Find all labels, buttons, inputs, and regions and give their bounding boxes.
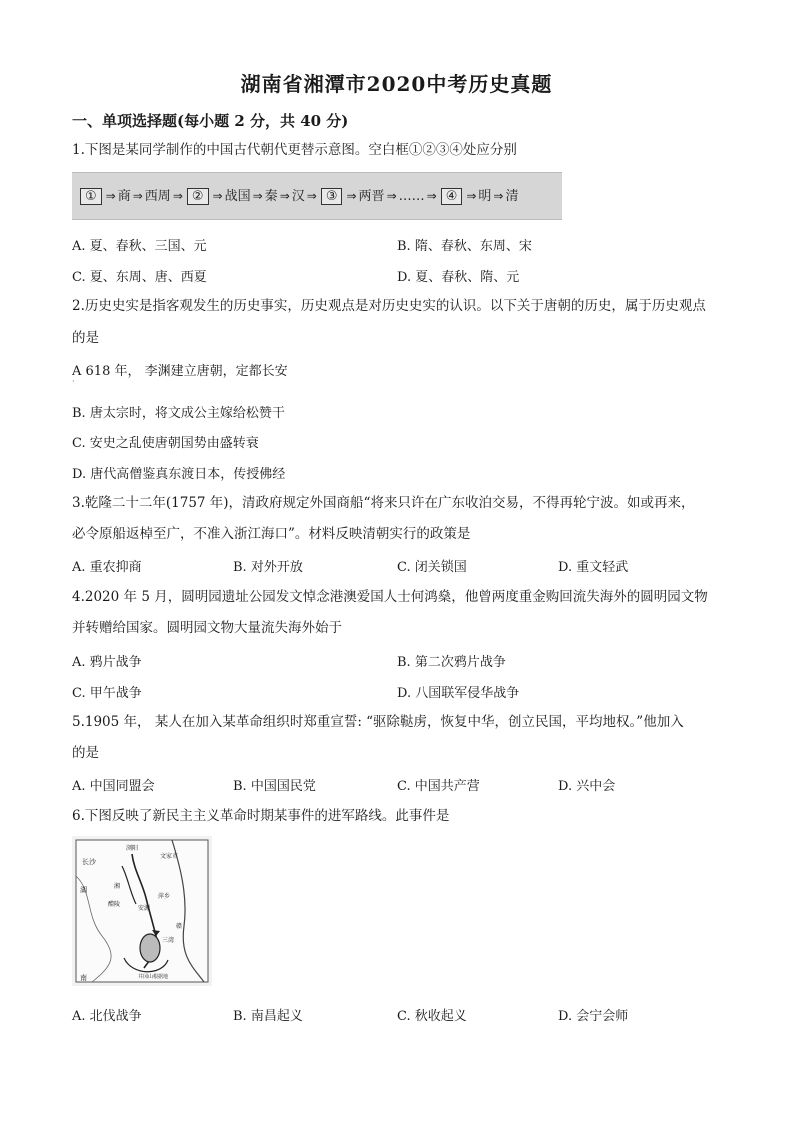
question-4-option-a[interactable]: A. 鸦片战争 [72,655,142,670]
blank-box-1: ① [80,188,102,205]
question-1-stem: 1.下图是某同学制作的中国古代朝代更替示意图。空白框①②③④处应分别 [72,142,517,158]
question-4-option-c[interactable]: C. 甲午战争 [72,686,142,701]
dynasty-label: 清 [505,189,519,204]
question-3-option-a[interactable]: A. 重农抑商 [72,560,142,575]
question-1-option-b[interactable]: B. 隋、春秋、东周、宋 [397,239,532,254]
dynasty-label: 汉 [291,189,305,204]
question-4-option-b[interactable]: B. 第二次鸦片战争 [397,655,506,670]
dynasty-label: 战国 [224,189,251,204]
arrow-icon: ⇒ [252,189,263,203]
arrow-icon: ⇒ [426,189,437,203]
question-3-option-c[interactable]: C. 闭关锁国 [397,560,467,575]
route-map [72,836,212,986]
section-heading: 一、单项选择题(每小题 2 分，共 40 分) [72,112,349,130]
dynasty-label: 商 [117,189,131,204]
dynasty-label: 两晋 [358,189,385,204]
dynasty-label: 秦 [264,189,278,204]
question-2-option-a[interactable]: A 618 年， 李渊建立唐朝，定都长安 [72,364,288,379]
question-5-option-d[interactable]: D. 兴中会 [558,779,616,794]
question-3-stem: 3.乾隆二十二年(1757 年)，清政府规定外国商船“将来只许在广东收泊交易，不得再轮宁波。如或再来， [72,495,695,511]
blank-box-2: ② [187,188,209,205]
arrow-icon: ⇒ [212,189,223,203]
map-label-sanwan: 三湾 [162,937,175,944]
question-1-option-d[interactable]: D. 夏、春秋、隋、元 [397,270,520,285]
question-1-option-a[interactable]: A. 夏、春秋、三国、元 [72,239,207,254]
question-5-stem-cont: 的是 [72,745,99,761]
question-2-stem-cont: 的是 [72,330,99,346]
question-6-option-c[interactable]: C. 秋收起义 [397,1009,467,1024]
question-4-stem: 4.2020 年 5 月，圆明园遗址公园发文悼念港澳爱国人士何鸿燊，他曾两度重金购回流失海外的圆明园文物 [72,589,708,605]
arrow-icon: ⇒ [132,189,143,203]
arrow-icon: ⇒ [279,189,290,203]
question-5-option-b[interactable]: B. 中国国民党 [233,779,316,794]
map-label-jinggangshan: 井冈山根据地 [138,974,169,980]
question-2-stem: 2.历史史实是指客观发生的历史事实，历史观点是对历史史实的认识。以下关于唐朝的历史，属于历史观点 [72,298,706,314]
question-5-stem: 5.1905 年， 某人在加入某革命组织时郑重宣誓: “驱除鞑虏，恢复中华，创立民国，平均地权。”他加入 [72,714,684,730]
question-4-option-d[interactable]: D. 八国联军侵华战争 [397,686,520,701]
map-label-gan: 赣 [176,923,183,930]
question-5-option-c[interactable]: C. 中国共产营 [397,779,480,794]
question-3-option-b[interactable]: B. 对外开放 [233,560,303,575]
question-1-option-c[interactable]: C. 夏、东周、唐、西夏 [72,270,207,285]
map-label-pingxiang: 萍乡 [158,893,171,900]
dynasty-label: 明 [478,189,492,204]
map-label-nan: 南 [80,974,87,982]
arrow-icon: ⇒ [105,189,116,203]
question-6-option-d[interactable]: D. 会宁会师 [558,1009,629,1024]
map-label-changsha: 长沙 [82,858,96,866]
arrow-icon: ⇒ [172,189,183,203]
map-label-liling: 醴陵 [108,901,121,908]
question-2-option-b[interactable]: B. 唐太宗时，将文成公主嫁给松赞干 [72,406,285,421]
arrow-icon: ⇒ [386,189,397,203]
question-6-option-a[interactable]: A. 北伐战争 [72,1009,142,1024]
question-6-option-b[interactable]: B. 南昌起义 [233,1009,303,1024]
question-2-option-c[interactable]: C. 安史之乱使唐朝国势由盛转衰 [72,436,259,451]
blank-box-3: ③ [321,188,343,205]
ellipsis: …… [398,189,425,204]
page-title: 湖南省湘潭市2020中考历史真题 [240,72,553,96]
question-5-option-a[interactable]: A. 中国同盟会 [72,779,155,794]
question-3-stem-cont: 必令原船返棹至广，不准入浙江海口”。材料反映清朝实行的政策是 [72,526,471,542]
arrow-icon: ⇒ [306,189,317,203]
dynasty-diagram [72,172,562,220]
map-label-anyuan: 安源 [138,905,151,912]
map-label-liuyang: 浏阳 [126,845,139,852]
question-6-stem: 6.下图反映了新民主主义革命时期某事件的进军路线。此事件是 [72,808,450,824]
arrow-icon: ⇒ [466,189,477,203]
dynasty-label: 西周 [144,189,171,204]
question-2-option-d[interactable]: D. 唐代高僧鉴真东渡日本，传授佛经 [72,467,286,482]
question-4-stem-cont: 并转赠给国家。圆明园文物大量流失海外始于 [72,620,342,636]
route-map-drawing [72,836,212,986]
map-label-xiang: 湘 [114,883,121,890]
map-label-wenjiashi: 文家市 [160,853,179,860]
map-label-hu: 湖 [80,886,87,894]
arrow-icon: ⇒ [493,189,504,203]
arrow-icon: ⇒ [346,189,357,203]
scan-speck: · [72,377,75,386]
question-3-option-d[interactable]: D. 重文轻武 [558,560,629,575]
blank-box-4: ④ [441,188,463,205]
